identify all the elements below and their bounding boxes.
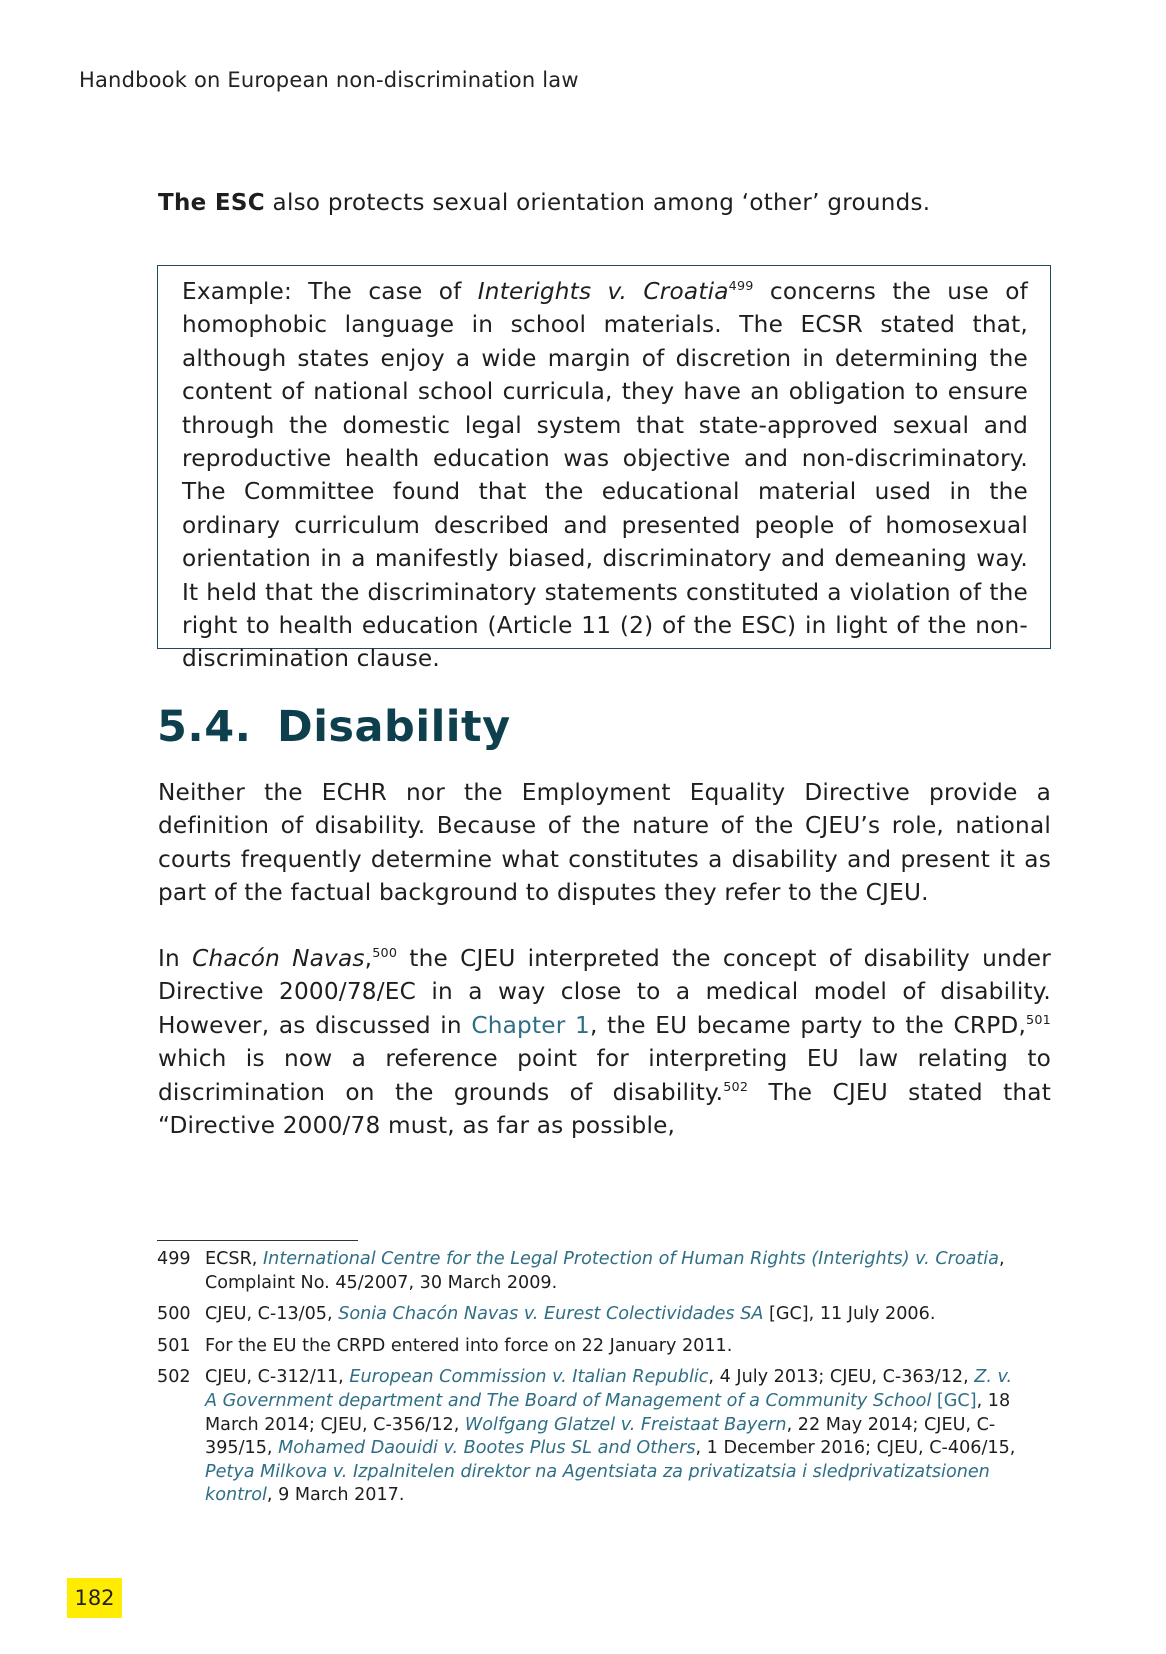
footnote-link-daouidi[interactable]: Mohamed Daouidi v. Bootes Plus SL and Others xyxy=(278,1438,696,1459)
fn-text: CJEU, C-13/05, xyxy=(205,1304,339,1325)
footnote-499 xyxy=(157,1248,1017,1295)
footnote-number: 499 xyxy=(157,1249,191,1269)
section-heading xyxy=(157,702,511,752)
footnote-link-milkova[interactable]: Petya Milkova v. Izpalnitelen direktor na Agentsiata za privatizatsia i sledprivatizatsionen kontrol xyxy=(205,1461,990,1506)
footnote-ref-501[interactable]: 501 xyxy=(1026,1012,1051,1028)
p2-text: the CJEU interpreted the concept of disability under Directive 2000/78/EC in a way close to a medical model of disability. However, as discussed in xyxy=(158,945,1051,1039)
footnote-ref-500[interactable]: 500 xyxy=(372,946,398,962)
page-number-badge: 182 xyxy=(67,1578,122,1618)
p2-text: , xyxy=(364,945,373,972)
intro-rest: also protects sexual orientation among ‘other’ grounds. xyxy=(264,190,931,216)
footnote-number: 500 xyxy=(157,1304,191,1325)
footnote-text: For the EU the CRPD entered into force on 22 January 2011. xyxy=(205,1335,733,1356)
fn-text: , 22 May 2014; CJEU, C-395/15, xyxy=(205,1414,996,1459)
footnote-500 xyxy=(157,1303,1017,1327)
example-lead: Example: The case of xyxy=(182,278,478,305)
example-text xyxy=(182,275,1028,676)
footnote-link-chacon-navas[interactable]: Sonia Chacón Navas v. Eurest Colectividades SA xyxy=(338,1304,764,1325)
footnotes xyxy=(157,1248,1017,1516)
paragraph-2 xyxy=(158,942,1051,1142)
running-header: Handbook on European non-discrimination law xyxy=(79,68,579,92)
p2-text: , the EU became party to the CRPD, xyxy=(589,1011,1027,1039)
p2-text: The CJEU stated that “Directive 2000/78 must, as far as possible, xyxy=(158,1078,1051,1140)
footnote-link-gc[interactable]: [GC] xyxy=(931,1390,977,1411)
p2-case-name: Chacón Navas xyxy=(192,945,365,972)
fn-text: , 1 December 2016; CJEU, C-406/15, xyxy=(695,1438,1016,1459)
footnote-ref-502[interactable]: 502 xyxy=(723,1079,749,1095)
intro-sentence xyxy=(158,190,930,216)
example-box xyxy=(157,265,1051,673)
example-case-name: Interights v. Croatia xyxy=(477,278,729,305)
fn-text: , Complaint No. 45/2007, 30 March 2009. xyxy=(205,1249,1005,1293)
fn-text: , 9 March 2017. xyxy=(266,1485,405,1506)
chapter-1-link[interactable]: Chapter 1 xyxy=(471,1011,590,1039)
footnote-divider xyxy=(157,1240,358,1241)
fn-text: , 4 July 2013; CJEU, C-363/12, xyxy=(708,1367,975,1388)
section-title: Disability xyxy=(277,702,511,752)
footnote-501 xyxy=(157,1335,1017,1359)
footnote-link-interights[interactable]: International Centre for the Legal Protection of Human Rights (Interights) v. Croatia xyxy=(262,1249,999,1269)
fn-text: CJEU, C-312/11, xyxy=(205,1367,350,1388)
footnote-link-z-v-government[interactable]: Z. v. A Government department and The Board of Management of a Community School xyxy=(205,1367,1013,1411)
footnote-ref-499[interactable]: 499 xyxy=(728,279,754,295)
fn-text: , 18 March 2014; CJEU, C-356/12, xyxy=(205,1390,1011,1435)
footnote-link-commission-italy[interactable]: European Commission v. Italian Republic xyxy=(349,1367,709,1388)
footnote-text xyxy=(205,1248,1017,1295)
intro-bold: The ESC xyxy=(158,190,265,216)
footnote-link-glatzel[interactable]: Wolfgang Glatzel v. Freistaat Bayern xyxy=(464,1414,787,1435)
example-body: concerns the use of homophobic language in school materials. The ECSR stated that, although states enjoy a wide margin of discretion in determining the content of national school curricula, they have an obligation to ensure through the domestic legal system that state-approved sexual and reproductive health education was objective and non-discriminatory. The Committee found that the educational material used in the ordinary curriculum described and presented people of homosexual orientation in a manifestly biased, discriminatory and demeaning way. It held that the discriminatory statements constituted a violation of the right to health education (Article 11 (2) of the ESC) in light of the non-discrimination clause. xyxy=(182,278,1028,673)
footnote-number: 502 xyxy=(157,1367,191,1388)
fn-text: ECSR, xyxy=(205,1249,263,1269)
p2-text: In xyxy=(158,945,193,972)
section-number: 5.4. xyxy=(157,702,252,752)
paragraph-1: Neither the ECHR nor the Employment Equality Directive provide a definition of disability. Because of the nature of the CJEU’s role, national courts frequently determine what constitutes a disability and present it as part of the factual background to disputes they refer to the CJEU. xyxy=(158,779,1051,907)
footnote-text xyxy=(205,1303,1017,1327)
p2-text: which is now a reference point for interpreting EU law relating to discrimination on the grounds of disability. xyxy=(158,1045,1051,1106)
fn-text: [GC], 11 July 2006. xyxy=(763,1304,936,1325)
footnote-number: 501 xyxy=(157,1335,191,1356)
footnote-502 xyxy=(157,1366,1017,1508)
footnote-text xyxy=(205,1366,1017,1508)
